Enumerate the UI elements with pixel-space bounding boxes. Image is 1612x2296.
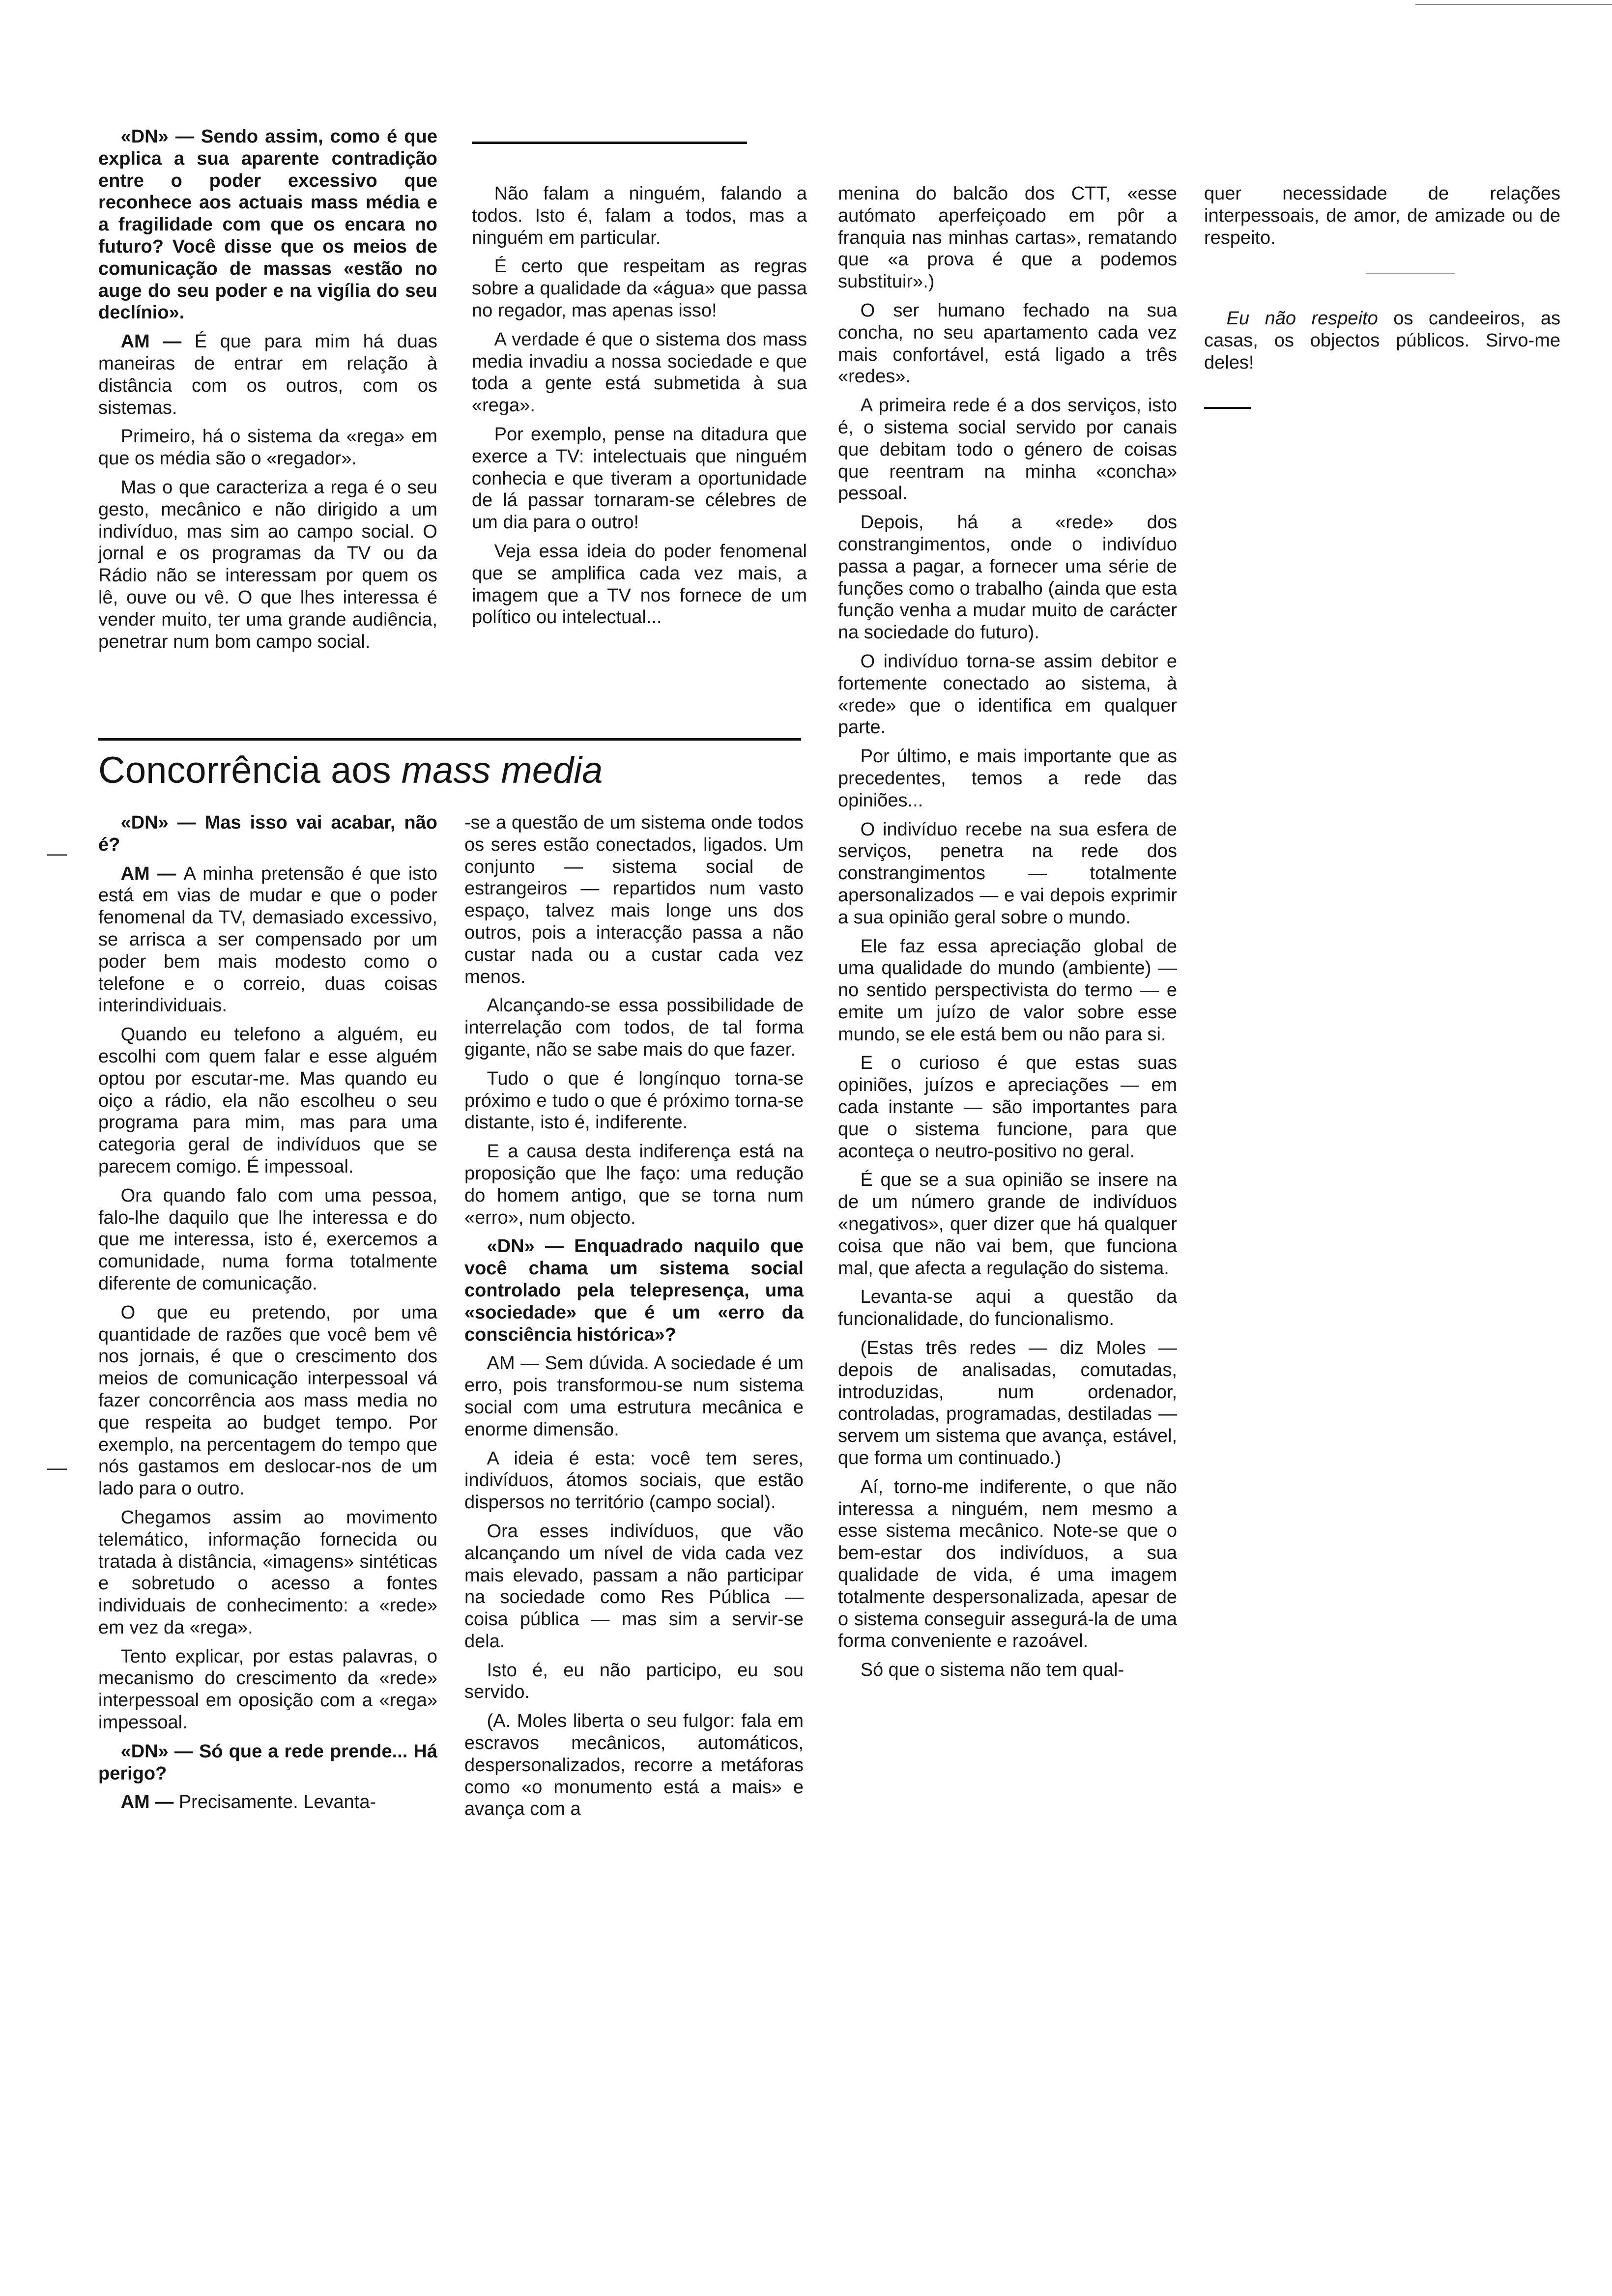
headline-plain: Concorrência aos: [98, 749, 402, 791]
column-4: [1204, 183, 1560, 381]
paragraph: Chegamos assim ao movimento telemático, informação fornecida ou tratada à distância, «imagens» sintéticas e sobretudo o acesso a fontes individuais de conhecimento: a «rede» em vez da «rega».: [98, 1507, 437, 1638]
paragraph: [98, 863, 437, 1017]
paragraph: Não falam a ninguém, falando a todos. Isto é, falam a todos, mas a ninguém em particular.: [472, 183, 807, 248]
paragraph: Veja essa ideia do poder fenomenal que se amplifica cada vez mais, a imagem que a TV nos fornece de um político ou intelectual...: [472, 541, 807, 628]
paragraph: Alcançando-se essa possibilidade de interrelação com todos, de tal forma gigante, não se sabe mais do que fazer.: [464, 995, 804, 1060]
column-6: [464, 812, 804, 1827]
paragraph: A primeira rede é a dos serviços, isto é, o sistema social servido por canais que debitam todo o género de coisas que reentram na minha «concha» pessoal.: [838, 395, 1177, 504]
speaker-label: AM —: [120, 863, 184, 884]
paragraph-text: os candeeiros, as casas, os objectos públicos. Sirvo-me deles!: [1204, 308, 1561, 373]
paragraph: Mas o que caracteriza a rega é o seu gesto, mecânico e não dirigido a um indivíduo, mas sim ao campo social. O jornal e os programas da TV ou da Rádio não se interessam por quem os lê, ouve ou vê. O que lhes interessa é vender muito, ter uma grande audiência, penetrar num bom campo social.: [98, 477, 437, 652]
paragraph: Tudo o que é longínquo torna-se próximo e tudo o que é próximo torna-se distante, isto é, indiferente.: [464, 1068, 804, 1133]
speaker-label: AM —: [120, 1792, 179, 1813]
speaker-label: AM —: [120, 331, 195, 352]
column-2: [472, 183, 807, 635]
paragraph: Ele faz essa apreciação global de uma qualidade do mundo (ambiente) — no sentido perspectivista do termo — e emite um juízo de valor sobre esse mundo, se ele está bem ou não para si.: [838, 936, 1177, 1045]
scan-edge-line: [1415, 4, 1612, 5]
paragraph: O que eu pretendo, por uma quantidade de razões que você bem vê nos jornais, é que o crescimento dos meios de comunicação interpessoal vá fazer concorrência aos mass media no que respeita ao budget tempo. Por exemplo, na percentagem do tempo que nós gastamos em deslocar-nos de um lado para o outro.: [98, 1302, 437, 1499]
headline-italic: mass media: [401, 749, 603, 791]
paragraph: A verdade é que o sistema dos mass media invadiu a nossa sociedade e que toda a gente está submetida à sua «rega».: [472, 329, 807, 416]
paragraph: [98, 331, 437, 419]
paragraph: E a causa desta indiferença está na proposição que lhe faço: uma redução do homem antigo, que se torna num «erro», num objecto.: [464, 1141, 804, 1228]
answer-text: Precisamente. Levanta-: [178, 1792, 376, 1813]
interview-question: «DN» — Mas isso vai acabar, não é?: [98, 812, 437, 855]
paragraph: (Estas três redes — diz Moles — depois de analisadas, comutadas, introduzidas, num ordenador, controladas, programadas, destiladas — servem um sistema que avança, estável, que forma um continuado.): [838, 1338, 1177, 1469]
top-divider-rule: [472, 142, 747, 144]
answer-text: É que para mim há duas maneiras de entrar em relação à distância com os outros, com os sistemas.: [98, 331, 437, 418]
emphasis-text: Eu não respeito: [1226, 308, 1378, 329]
paragraph: [1204, 308, 1560, 373]
paragraph: [98, 1791, 437, 1813]
paragraph: -se a questão de um sistema onde todos os seres estão conectados, ligados. Um conjunto — sistema social de estrangeiros — repartidos num vasto espaço, talvez mais longe uns dos outros, pois a interacção passa a não custar nada ou a custar cada vez menos.: [464, 812, 804, 987]
paragraph: É certo que respeitam as regras sobre a qualidade da «água» que passa no regador, mas apenas isso!: [472, 256, 807, 321]
column-3: [838, 183, 1177, 1688]
paragraph: (A. Moles liberta o seu fulgor: fala em escravos mecânicos, automáticos, despersonalizados, recorre a metáforas como «o monumento está a mais» e avança com a: [464, 1711, 804, 1820]
paragraph: Aí, torno-me indiferente, o que não interessa a ninguém, nem mesmo a esse sistema mecânico. Note-se que o bem-estar dos indivíduos, a sua qualidade de vida, é uma imagem totalmente despersonalizada, apesar de o sistema conseguir assegurá-la de uma forma conveniente e razoável.: [838, 1476, 1177, 1652]
paragraph: Primeiro, há o sistema da «rega» em que os média são o «regador».: [98, 426, 437, 469]
margin-mark: —: [47, 1457, 67, 1479]
interview-question: «DN» — Sendo assim, como é que explica a sua aparente contradição entre o poder excessivo que reconhece aos actuais mass média e a fragilidade com que os encara no futuro? Você disse que os meios de comunicação de massas «estão no auge do seu poder e na vigília do seu declínio».: [98, 126, 437, 323]
column-1: [98, 126, 437, 660]
paragraph: Tento explicar, por estas palavras, o mecanismo do crescimento da «rede» interpessoal em oposição com a «rega» impessoal.: [98, 1646, 437, 1733]
paragraph: quer necessidade de relações interpessoais, de amor, de amizade ou de respeito.: [1204, 183, 1560, 248]
paragraph: É que se a sua opinião se insere na de um número grande de indivíduos «negativos», quer dizer que há qualquer coisa que não vai bem, que funciona mal, que afecta a regulação do sistema.: [838, 1170, 1177, 1279]
headline-top-rule: [98, 738, 801, 741]
paragraph: O indivíduo recebe na sua esfera de serviços, penetra na rede dos constrangimentos — totalmente apersonalizados — e vai depois exprimir a sua opinião geral sobre o mundo.: [838, 819, 1177, 928]
paragraph: Depois, há a «rede» dos constrangimentos, onde o indivíduo passa a pagar, a fornecer uma série de funções como o trabalho (ainda que esta função venha a mudar muito de carácter na sociedade do futuro).: [838, 512, 1177, 643]
margin-mark: —: [47, 843, 67, 864]
answer-text: A minha pretensão é que isto está em vias de mudar e que o poder fenomenal da TV, demasiado excessivo, se arrisca a ser compensado por um poder bem mais modesto como o telefone e o correio, duas coisas interindividuais.: [98, 863, 437, 1016]
interview-question: «DN» — Enquadrado naquilo que você chama um sistema social controlado pela telepresença, uma «sociedade» que é um «erro da consciência histórica»?: [464, 1236, 804, 1345]
paragraph: Por último, e mais importante que as precedentes, temos a rede das opiniões...: [838, 746, 1177, 811]
column-5: [98, 812, 437, 1820]
paragraph: Por exemplo, pense na ditadura que exerce a TV: intelectuais que ninguém conhecia e que tiveram a oportunidade de lá passar tornaram-se célebres de um dia para o outro!: [472, 424, 807, 533]
paragraph: AM — Sem dúvida. A sociedade é um erro, pois transformou-se num sistema social com uma estrutura mecânica e enorme dimensão.: [464, 1353, 804, 1440]
paragraph: Ora quando falo com uma pessoa, falo-lhe daquilo que lhe interessa e do que me interessa, isto é, exercemos a comunidade, numa forma totalmente diferente de comunicação.: [98, 1185, 437, 1294]
section-headline: [98, 747, 801, 794]
paragraph: Isto é, eu não participo, eu sou servido.: [464, 1660, 804, 1703]
paragraph: Quando eu telefono a alguém, eu escolhi com quem falar e esse alguém optou por escutar-me. Mas quando eu oiço a rádio, ela não escolheu o seu programa para mim, mas para uma categoria geral de indivíduos que se parecem comigo. É impessoal.: [98, 1024, 437, 1177]
paragraph: Levanta-se aqui a questão da funcionalidade, do funcionalismo.: [838, 1287, 1177, 1330]
paragraph: E o curioso é que estas suas opiniões, juízos e apreciações — em cada instante — são importantes para que o sistema funcione, para que aconteça o neutro-positivo no geral.: [838, 1053, 1177, 1162]
paragraph: O ser humano fechado na sua concha, no seu apartamento cada vez mais confortável, está ligado a três «redes».: [838, 300, 1177, 387]
right-short-rule: [1204, 407, 1251, 409]
paragraph: A ideia é esta: você tem seres, indivíduos, átomos sociais, que estão dispersos no território (campo social).: [464, 1448, 804, 1513]
interview-question: «DN» — Só que a rede prende... Há perigo?: [98, 1741, 437, 1784]
paragraph: Só que o sistema não tem qual-: [860, 1660, 1124, 1681]
paragraph: O indivíduo torna-se assim debitor e fortemente conectado ao sistema, à «rede» que o identifica em qualquer parte.: [838, 651, 1177, 738]
paragraph: menina do balcão dos CTT, «esse autómato aperfeiçoado em pôr a franquia nas minhas cartas», rematando que «a prova é que a podemos substituir».): [838, 183, 1177, 292]
paragraph: Ora esses indivíduos, que vão alcançando um nível de vida cada vez mais elevado, passam a não participar na sociedade como Res Pública — coisa pública — mas sim a servir-se dela.: [464, 1521, 804, 1652]
